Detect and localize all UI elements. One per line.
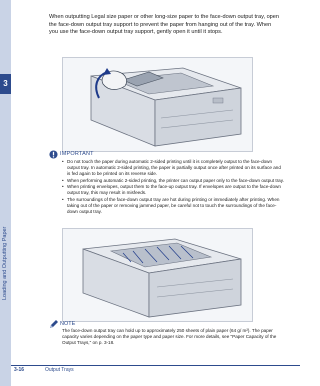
page-number: 3-16 xyxy=(14,367,25,373)
important-item: • When performing automatic 2-sided printing, the printer can output paper only to the face-down output tray. xyxy=(62,178,284,184)
note-label: NOTE xyxy=(60,321,76,327)
note-text: The face-down output tray can hold up to approximately 250 sheets of plain paper (64 g/ m²). The paper capacity varies depending on the paper type and paper size. For more details, see "Paper Capacity of the Output Trays," on p. 3-18. xyxy=(62,328,277,346)
printer-illustration-tray-support xyxy=(62,57,253,152)
important-item: • Do not touch the paper during automatic 2-sided printing until it is completely output to the face-down output tray. In automatic 2-sided printing, the paper is partially output once after printed on its surface and is fed again to be printed on its reverse side. xyxy=(62,159,284,177)
important-list xyxy=(62,159,284,216)
footer-section-title: Output Trays xyxy=(45,367,74,373)
important-icon xyxy=(49,150,58,159)
important-item: • When printing envelopes, output them to the face-up output tray. If envelopes are output to the face-down output tray, this may result in misfeeds. xyxy=(62,184,284,196)
important-label: IMPORTANT xyxy=(60,151,94,157)
pencil-icon xyxy=(49,320,59,329)
intro-paragraph: When outputting Legal size paper or other long-size paper to the face-down output tray, open the face-down output tray support to prevent the paper from hanging out of the tray. When you use the face-down output tray support, gently open it until it stops. xyxy=(49,14,280,36)
chapter-title-vertical: Loading and Outputting Paper xyxy=(2,226,8,300)
important-item: • The surroundings of the face-down output tray are hot during printing or immediately after printing. When taking out of the paper or removing jammed paper, be careful not to touch the surroundings of the face-down output tray. xyxy=(62,197,284,215)
footer-divider xyxy=(11,365,300,366)
chapter-number-tab[interactable]: 3 xyxy=(0,74,11,94)
printer-illustration-hot-area xyxy=(62,228,253,322)
